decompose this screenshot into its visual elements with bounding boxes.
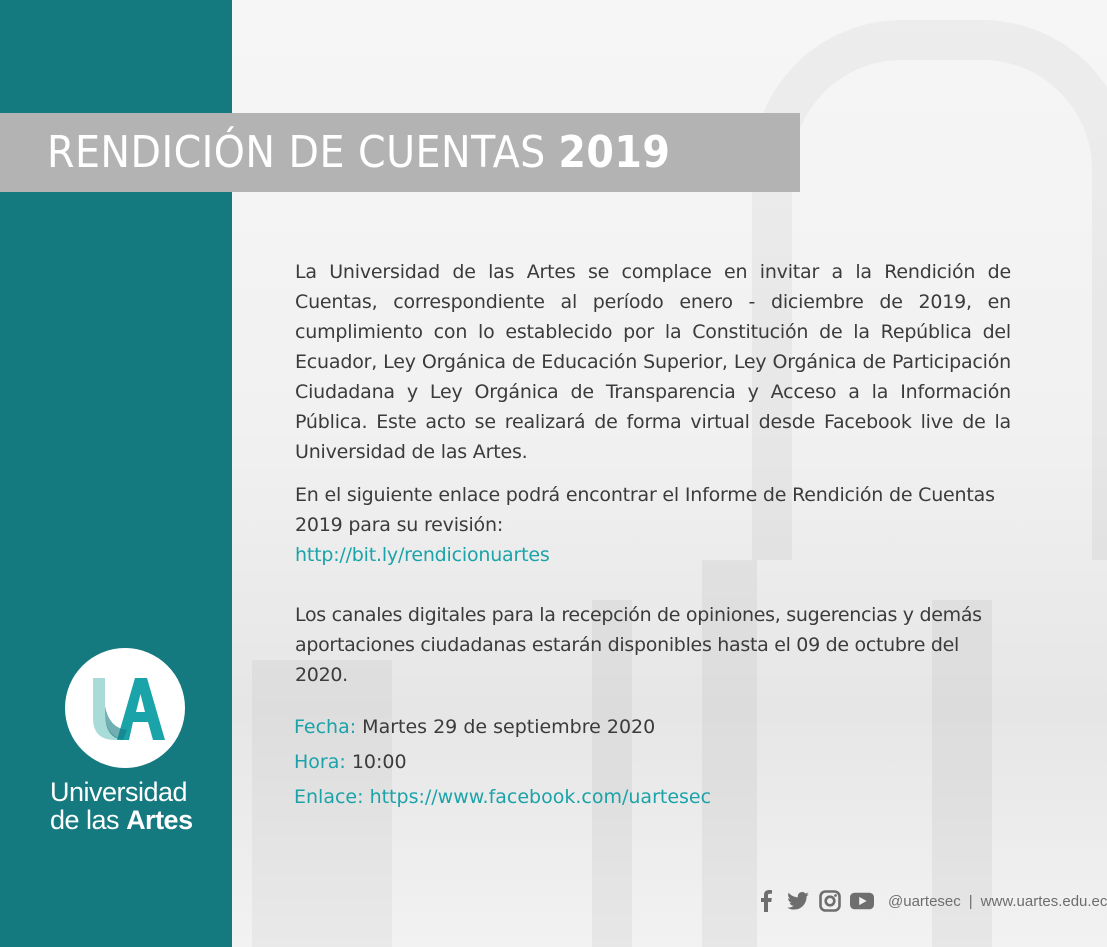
fecha-label: Fecha: (294, 716, 357, 738)
fecha-value: Martes 29 de septiembre 2020 (362, 716, 656, 738)
twitter-icon[interactable] (786, 889, 810, 913)
social-handle[interactable]: @uartesec (888, 892, 961, 910)
ua-logo-mark (65, 648, 185, 768)
hora-value: 10:00 (351, 751, 407, 773)
channels-text-line2: aportaciones ciudadanas estarán disponibles hasta el 09 de octubre del 2020. (295, 634, 959, 686)
invitation-paragraph: La Universidad de las Artes se complace en invitar a la Rendición de Cuentas, correspondiente al período enero - diciembre de 2019, en cumplimiento con lo establecido por la Constitución de la República del Ecuador, Ley Orgánica de Educación Superior, Ley Orgánica de Participación Ciudadana y Ley Orgánica de Transparencia y Acceso a la Información Pública. Este acto se realizará de forma virtual desde Facebook live de la Universidad de las Artes. (295, 261, 1011, 463)
logo-line2a: de las (50, 805, 127, 835)
hora-row (294, 747, 711, 782)
footer (754, 886, 1107, 916)
channels-paragraph (295, 600, 1011, 690)
facebook-link[interactable]: https://www.facebook.com/uartesec (369, 786, 712, 808)
ua-logo (65, 648, 185, 768)
channels-text-line1: Los canales digitales para la recepción de opiniones, sugerencias y demás (295, 604, 982, 626)
report-text-line2: 2019 para su revisión: (295, 514, 504, 536)
hora-label: Hora: (294, 751, 346, 773)
instagram-icon[interactable] (818, 889, 842, 913)
title-banner (0, 113, 800, 192)
enlace-label: Enlace: (294, 786, 364, 808)
page-title (47, 127, 670, 178)
title-year: 2019 (558, 127, 671, 178)
report-paragraph (295, 480, 1011, 570)
logo-line2b: Artes (126, 805, 193, 835)
event-details (294, 712, 711, 817)
title-text: RENDICIÓN DE CUENTAS (47, 127, 546, 178)
logo-line1: Universidad (50, 777, 188, 807)
report-text-line1: En el siguiente enlace podrá encontrar el Informe de Rendición de Cuentas (295, 484, 995, 506)
facebook-icon[interactable] (754, 889, 778, 913)
website-link[interactable]: www.uartes.edu.ec (980, 892, 1107, 910)
footer-separator: | (968, 892, 973, 910)
fecha-row (294, 712, 711, 747)
ua-logo-text (50, 778, 193, 834)
report-link[interactable]: http://bit.ly/rendicionuartes (295, 544, 550, 566)
youtube-icon[interactable] (850, 889, 874, 913)
enlace-row (294, 782, 711, 817)
